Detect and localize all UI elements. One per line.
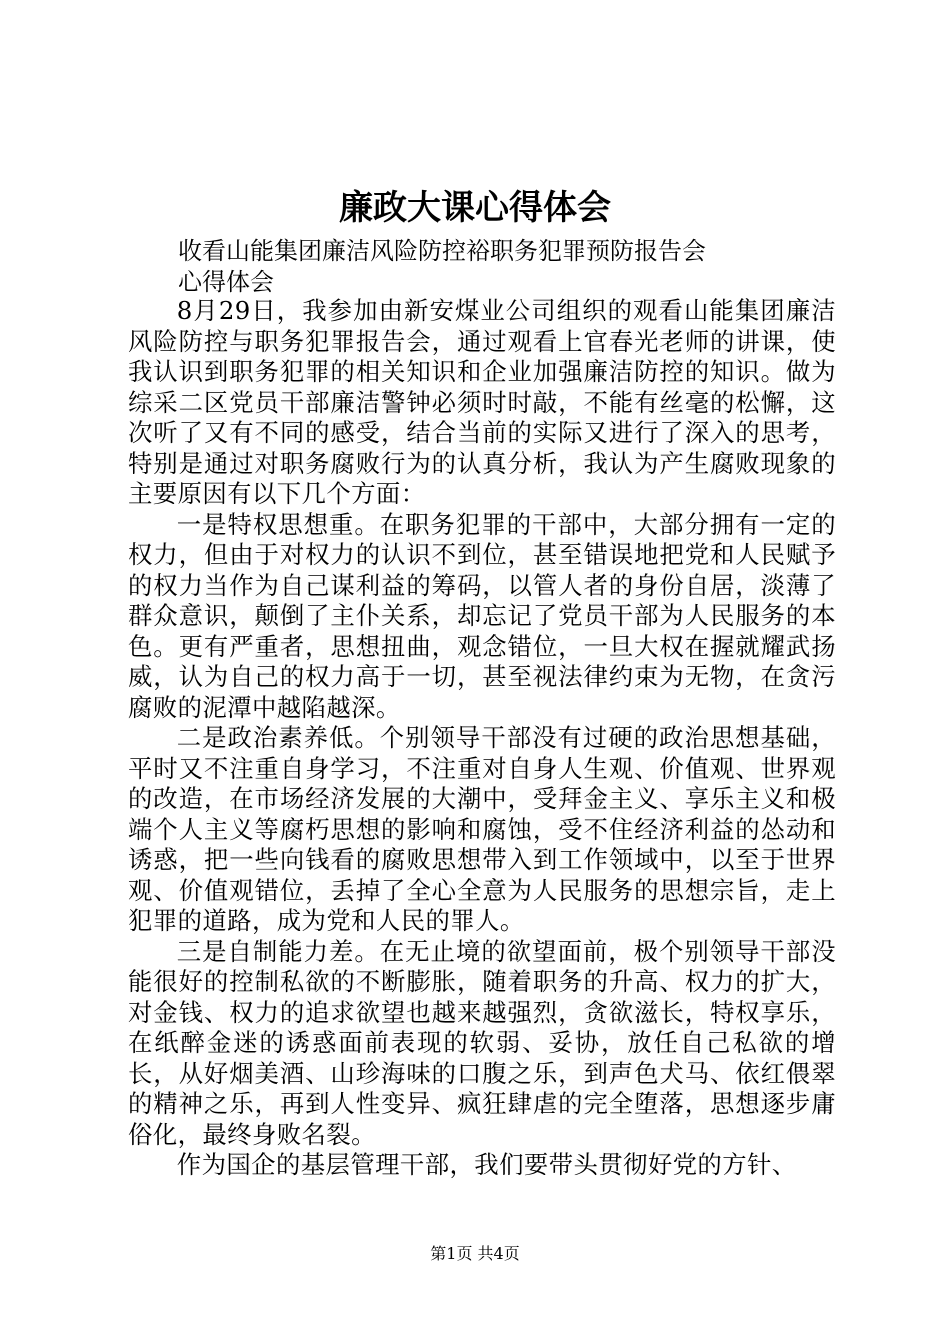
document-subtitle: [178, 236, 818, 297]
paragraph-intro: 8月29日，我参加由新安煤业公司组织的观看山能集团廉洁风险防控与职务犯罪报告会，通过观看上官春光老师的讲课，使我认识到职务犯罪的相关知识和企业加强廉洁防控的知识。做为综采二区党员干部廉洁警钟必须时时敲，不能有丝毫的松懈，这次听了又有不同的感受，结合当前的实际又进行了深入的思考，特别是通过对职务腐败行为的认真分析，我认为产生腐败现象的主要原因有以下几个方面：: [128, 296, 836, 508]
page-footer: 第1页 共4页: [430, 1244, 520, 1263]
document-title: 廉政大课心得体会: [339, 188, 611, 228]
paragraph-point-1: 一是特权思想重。在职务犯罪的干部中，大部分拥有一定的权力，但由于对权力的认识不到位，甚至错误地把党和人民赋予的权力当作为自己谋利益的筹码，以管人者的身份自居，淡薄了群众意识，颠倒了主仆关系，却忘记了党员干部为人民服务的本色。更有严重者，思想扭曲，观念错位，一旦大权在握就耀武扬威，认为自己的权力高于一切，甚至视法律约束为无物，在贪污腐败的泥潭中越陷越深。: [128, 509, 836, 722]
subtitle-line-1: 收看山能集团廉洁风险防控裕职务犯罪预防报告会: [178, 237, 706, 265]
paragraph-conclusion: 作为国企的基层管理干部，我们要带头贯彻好党的方针、: [176, 1150, 797, 1179]
paragraph-point-2: 二是政治素养低。个别领导干部没有过硬的政治思想基础，平时又不注重自身学习，不注重对自身人生观、价值观、世界观的改造，在市场经济发展的大潮中，受拜金主义、享乐主义和极端个人主义等腐朽思想的影响和腐蚀，受不住经济利益的怂动和诱惑，把一些向钱看的腐败思想带入到工作领域中，以至于世界观、价值观错位，丢掉了全心全意为人民服务的思想宗旨，走上犯罪的道路，成为党和人民的罪人。: [128, 723, 836, 935]
document-body: [128, 296, 836, 1181]
paragraph-point-3: 三是自制能力差。在无止境的欲望面前，极个别领导干部没能很好的控制私欲的不断膨胀，随着职务的升高、权力的扩大，对金钱、权力的追求欲望也越来越强烈，贪欲滋长，特权享乐，在纸醉金迷的诱惑面前表现的软弱、妥协，放任自己私欲的增长，从好烟美酒、山珍海味的口腹之乐，到声色犬马、依红偎翠的精神之乐，再到人性变异、疯狂肆虐的完全堕落，思想逐步庸俗化，最终身败名裂。: [128, 936, 836, 1149]
subtitle-line-2: 心得体会: [178, 267, 274, 296]
